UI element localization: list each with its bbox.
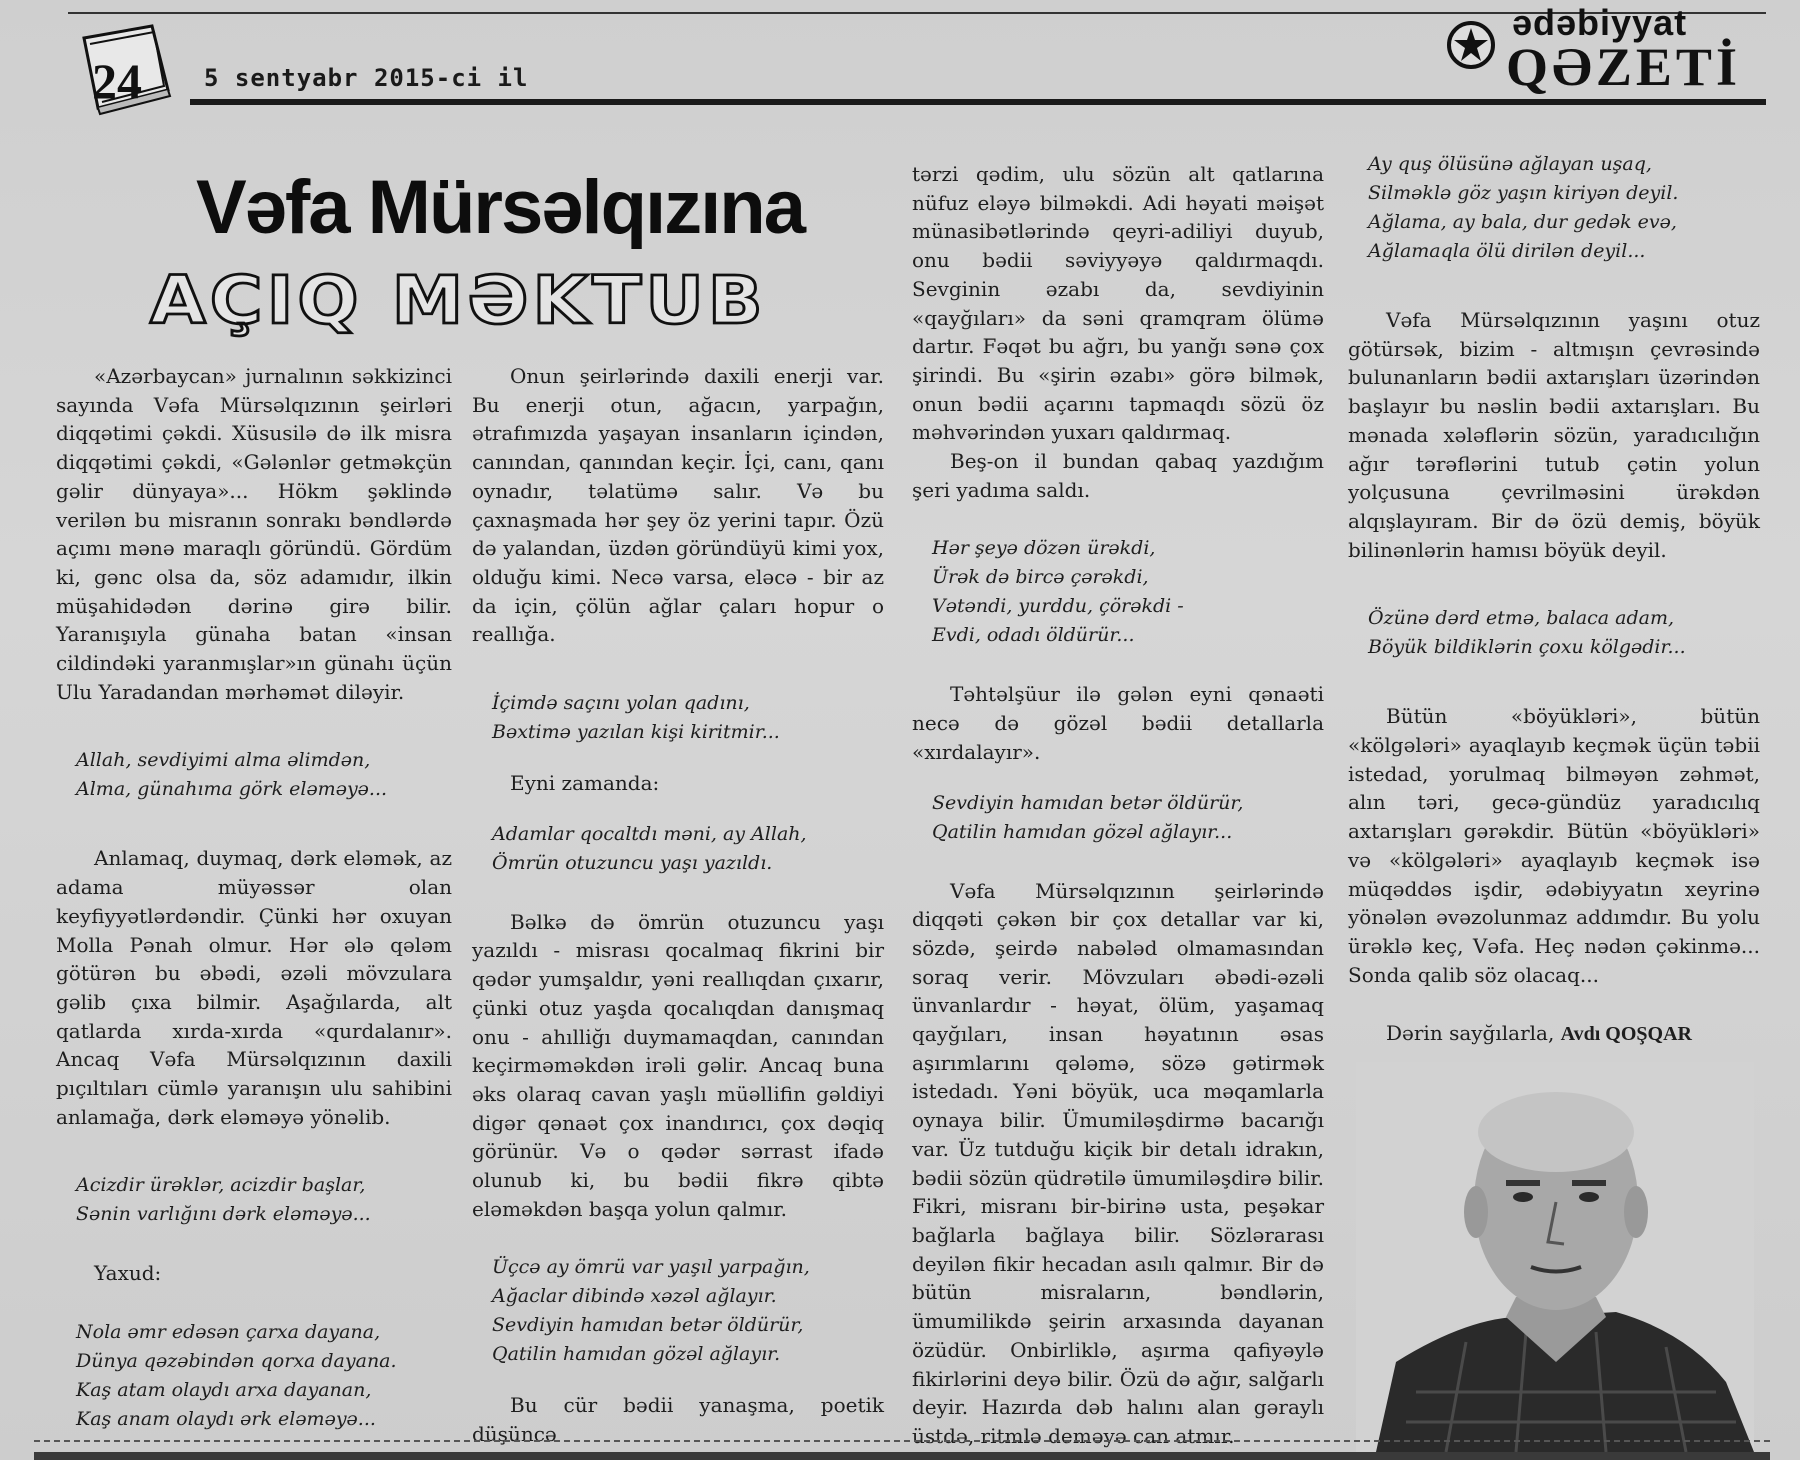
col2-paragraph-1: Onun şeirlərində daxili enerji var. Bu enerji otun, ağacın, yarpağın, ətrafımızda yaşayan insanların içindən, canından, qanından keçir. İçi, canı, qanı oynadır, təlatümə salır. Və bu çaxnaşmada hər şey öz yerini tapır. Özü də yalandan, üzdən göründüyü kimi yox, olduğu kimi. Necə varsa, eləcə - bir az da için, çölün ağlar çaları hopur o reallığa. [472,364,884,647]
col2-verse-3: Üçcə ay ömrü var yaşıl yarpağın, Ağaclar dibində xəzəl ağlayır. Sevdiyin hamıdan betər öldürür, Qatilin hamıdan gözəl ağlayır. [492,1256,810,1366]
col1-paragraph-2: Anlamaq, duymaq, dərk eləmək, az adama müyəssər olan keyfiyyətlərdəndir. Çünki hər oxuyan Molla Pənah olmur. Hər ələ qələm götürən bu əbədi, əzəli mövzulara gəlib çıxa bilmir. Aşağılarda, alt qatlarda xırda-xırda «qurdalanır». Ancaq Vəfa Mürsəlqızının daxili pıçıltıları cümlə yaranışın ulu sahibini anlamağa, dərk eləməyə yönəlib. [56,846,452,1129]
col2-verse-2: Adamlar qocaltdı məni, ay Allah, Ömrün otuzuncu yaşı yazıldı. [492,822,807,874]
article-subtitle: AÇIQ MƏKTUB [150,261,767,339]
author-photo [1356,1062,1754,1452]
closing-text: Dərin sayğılarla, [1386,1021,1555,1046]
col2-eyni: Eyni zamanda: [510,771,660,796]
header-rule [190,99,1766,105]
article-title: Vəfa Mürsəlqızına [196,165,804,250]
column-2 [472,362,884,1449]
col4-paragraph-1: Vəfa Mürsəlqızının yaşını otuz götürsək, bizim - altmışın çevrəsində bulunanların bədii axtarışları üzərindən başlayır bu nəslin bədii axtarışları. Bu mənada xələflərin sözün, yaradıcılığın ağır tərəflərini tutub çətin yolun yolçusuna çevrilməsini ürəkdən alqışlayıram. Bir də özü demiş, böyük bilinənlərin hamısı böyük deyil. [1348,308,1760,562]
col4-paragraph-2: Bütün «böyükləri», bütün «kölgələri» ayaqlayıb keçmək üçün təbii istedad, yorulmaq bilməyən zəhmət, alın təri, gecə-gündüz yaradıcılıq axtarışları gərəkdir. Bütün «böyükləri» və «kölgələri» ayaqlayıb keçmək isə müqəddəs işdir, ədəbiyyatın xeyrinə yönələn əvəzolunmaz addımdır. Bu yolu ürəklə keç, Vəfa. Heç nədən çəkinmə... Sonda qalib söz olacaq... [1348,704,1760,987]
col1-verse-2: Acizdir ürəklər, acizdir başlar, Sənin varlığını dərk eləməyə... [76,1174,371,1226]
col1-verse-1: Allah, sevdiyimi alma əlimdən, Alma, günahıma görk eləməyə... [76,749,388,801]
column-1 [56,362,452,1434]
author-name: Avdı QOŞQAR [1560,1023,1692,1046]
col3-paragraph-3: Təhtəlşüur ilə gələn eyni qənaəti necə də gözəl bədii detallarla «xırdalayır». [912,682,1324,764]
col4-verse-1: Ay quş ölüsünə ağlayan uşaq, Silməklə göz yaşın kiriyən deyil. Ağlama, ay bala, dur gedək evə, Ağlamaqla ölü dirilən deyil... [1368,153,1679,262]
col3-paragraph-2: Beş-on il bundan qabaq yazdığım şeri yadıma saldı. [912,449,1324,502]
column-3 [912,160,1324,1451]
column-4 [1348,150,1760,1049]
bottom-divider [34,1440,1770,1442]
col1-verse-3: Nola əmr edəsən çarxa dayana, Dünya qəzəbindən qorxa dayana. Kaş atam olaydı arxa dayanan, Kaş anam olaydı ərk eləməyə... [76,1321,397,1431]
col2-paragraph-3: Bu cür bədii yanaşma, poetik düşüncə [472,1393,884,1447]
col2-verse-1: İçimdə saçını yolan qadını, Bəxtimə yazılan kişi kiritmir... [492,692,780,744]
col1-paragraph-1: «Azərbaycan» jurnalının səkkizinci sayında Vəfa Mürsəlqızının şeirləri diqqətimi çəkdi. Xüsusilə də ilk misra diqqətimi çəkdi, «Gələnlər getməkçün gəlir dünyaya»... Hökm şəklində verilən bu misranın sonrakı bəndlərdə açımı mənə maraqlı göründü. Gördüm ki, gənc olsa da, söz adamıdır, ilkin müşahidədən dərinə girə bilir. Yaranışıyla günaha batan «insan cildindəki yaranmışlar»ın günahı üçün Ulu Yaradandan mərhəmət diləyir. [56,364,452,704]
masthead [1446,2,1776,97]
masthead-bottom: QƏZETİ [1506,37,1741,97]
masthead-top: ədəbiyyat [1512,2,1688,43]
issue-date: 5 sentyabr 2015-ci il [204,64,529,92]
col3-verse-2: Sevdiyin hamıdan betər öldürür, Qatilin hamıdan gözəl ağlayır... [932,791,1244,843]
col1-yaxud: Yaxud: [94,1261,162,1286]
signature [1348,1019,1760,1049]
col3-paragraph-1: tərzi qədim, ulu sözün alt qatlarına nüfuz eləyə bilməkdi. Adi həyati məişət münasibətlərində qeyri-adiliyi duyub, onu bədii səviyyəyə qaldırmaqdı. Sevginin əzabı da, sevdiyinin «qayğıları» da səni qramqram ölümə dartır. Fəqət bu ağrı, bu yanğı sənə çox şirindi. Bu «şirin əzabı» görə bilmək, onun bədii açarını tapmaqdı sözü öz məhvərindən yuxarı qaldırmaq. [912,162,1324,445]
col3-verse-1: Hər şeyə dözən ürəkdi, Ürək də bircə çərəkdi, Vətəndi, yurddu, çörəkdi - Evdi, odadı öldürür... [932,537,1184,647]
col3-paragraph-4: Vəfa Mürsəlqızının şeirlərində diqqəti çəkən bir çox detallar var ki, sözdə, şeirdə nabələd olmamasından soraq verir. Mövzuları əbədi-əzəli ünvanlardır - həyat, ölüm, yaşamaq qayğıları, insan həyatının əsas aşırımlarını qələmə, sözə gətirmək istedadı. Yəni böyük, uca məqamlarla oynaya bilir. Ümumiləşdirmə bacarığı var. Üz tutduğu kiçik bir detalı idrakın, bədii sözün qüdrətilə ümumiləşdirə bilir. Fikri, misranı bir-birinə usta, peşəkar bağlarla bağlaya bilir. Sözlərarası deyilən fikir hecadan asılı qalmır. Bir də bütün misraların, bəndlərin, ümumilikdə şeirin arxasında dayanan özüdür. Onbirliklə, aşırma qafiyəylə fikirlərini deyə bilir. Özü də ağır, salğarlı deyir. Hazırda dəb halını alan gəraylı üstdə, ritmlə deməyə can atmır. [912,878,1324,1448]
page-number: 24 [92,53,142,109]
col2-paragraph-2: Bəlkə də ömrün otuzuncu yaşı yazıldı - misrası qocalmaq fikrini bir qədər yumşaldır, yəni reallıqdan çıxarır, çünki otuz yaşda qocalıqdan danışmaq onu - ahılliğı duymamaqdan, canından keçirməməkdən irəli gəlir. Ancaq buna əks olaraq cavan yaşlı müəllifin gəldiyi digər qənaət çox inandırıcı, çox dəqiq görünür. Və o qədər sərrast ifadə olunub ki, bu bədii fikrə qibtə eləməkdən başqa yolun qalmır. [472,909,884,1221]
emblem-icon [1446,20,1496,70]
col4-verse-2: Özünə dərd etmə, balaca adam, Böyük bildiklərin çoxu kölgədir... [1368,607,1686,659]
bottom-bar [34,1452,1770,1460]
